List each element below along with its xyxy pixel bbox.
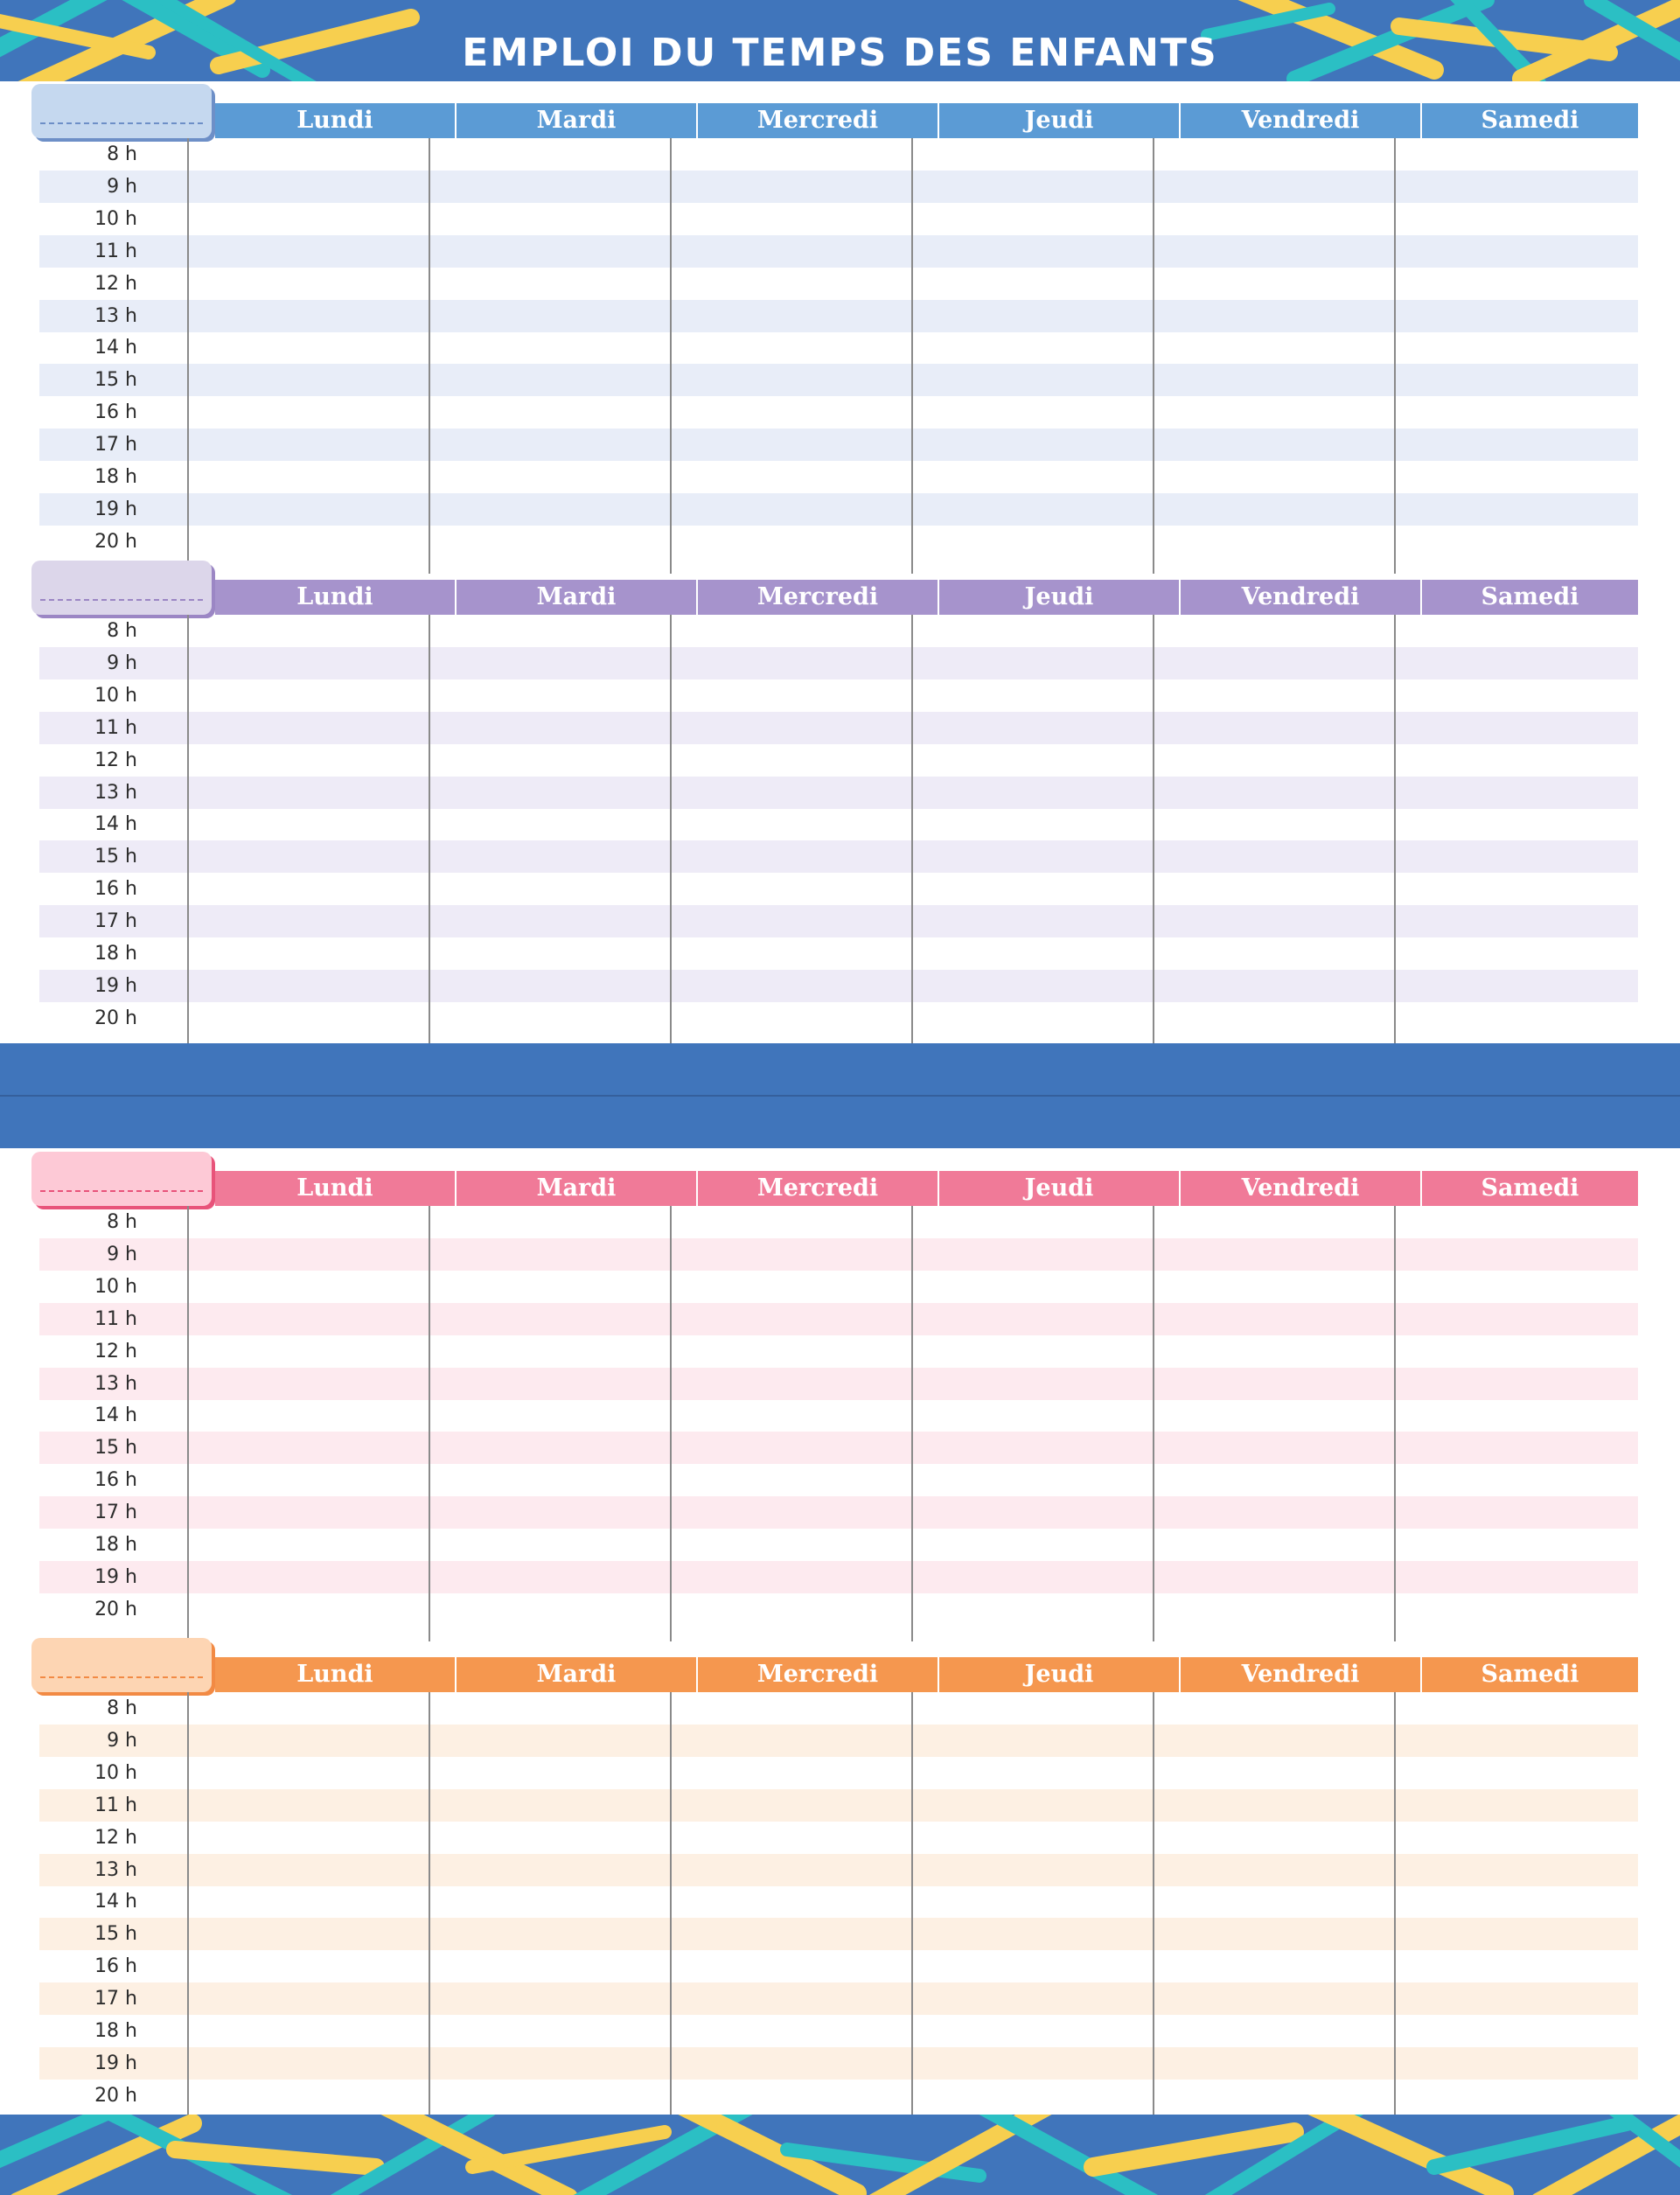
time-row[interactable] <box>39 331 1638 364</box>
day-header: Samedi <box>1481 1174 1579 1202</box>
hour-label: 17 h <box>94 1502 137 1524</box>
time-row[interactable] <box>39 1885 1638 1918</box>
hour-label: 11 h <box>94 240 137 262</box>
day-header: Vendredi <box>1181 1171 1422 1206</box>
time-row[interactable] <box>39 679 1638 712</box>
day-header: Jeudi <box>939 1657 1181 1692</box>
time-row[interactable] <box>39 268 1638 300</box>
hour-label: 19 h <box>94 2052 137 2074</box>
hour-label: 8 h <box>107 620 137 642</box>
hour-label: 15 h <box>94 369 137 392</box>
day-header: Jeudi <box>939 103 1181 138</box>
day-header-row <box>215 103 1638 138</box>
time-row[interactable] <box>39 364 1638 396</box>
child-name-tab[interactable] <box>31 84 212 138</box>
column-divider <box>187 1692 189 2128</box>
hour-label: 16 h <box>94 878 137 901</box>
hour-label: 13 h <box>94 1858 137 1881</box>
column-divider <box>911 1692 913 2128</box>
column-divider <box>1153 138 1154 574</box>
hour-label: 16 h <box>94 401 137 424</box>
time-row[interactable] <box>39 937 1638 970</box>
page-title: EMPLOI DU TEMPS DES ENFANTS <box>462 31 1218 75</box>
hour-label: 17 h <box>94 434 137 456</box>
hour-label: 20 h <box>94 1007 137 1029</box>
name-dashed-line <box>40 1190 203 1192</box>
time-row[interactable] <box>39 1303 1638 1335</box>
hour-label: 15 h <box>94 1437 137 1460</box>
time-row[interactable] <box>39 1950 1638 1982</box>
schedule-orange <box>0 1638 1680 2115</box>
column-divider <box>670 615 672 1050</box>
time-row[interactable] <box>39 1918 1638 1950</box>
day-header: Jeudi <box>939 1171 1181 1206</box>
day-header: Lundi <box>215 580 457 615</box>
column-divider <box>670 1206 672 1641</box>
day-header-row <box>215 1657 1638 1692</box>
time-row[interactable] <box>39 777 1638 809</box>
hour-label: 9 h <box>107 175 137 198</box>
column-divider <box>1153 1692 1154 2128</box>
time-row[interactable] <box>39 615 1638 647</box>
time-row[interactable] <box>39 1464 1638 1496</box>
time-row[interactable] <box>39 1529 1638 1561</box>
divider-line <box>0 1095 1680 1097</box>
hour-label: 10 h <box>94 1761 137 1784</box>
hour-label: 16 h <box>94 1955 137 1978</box>
hour-label: 14 h <box>94 813 137 836</box>
time-row[interactable] <box>39 1238 1638 1271</box>
day-header: Mardi <box>457 1171 698 1206</box>
day-header: Samedi <box>1481 583 1579 610</box>
hour-label: 9 h <box>107 1729 137 1752</box>
column-divider <box>187 138 189 574</box>
hour-label: 20 h <box>94 2084 137 2107</box>
hour-label: 18 h <box>94 1534 137 1556</box>
time-row[interactable] <box>39 1335 1638 1368</box>
time-row[interactable] <box>39 970 1638 1002</box>
day-header-row <box>215 580 1638 615</box>
column-divider <box>429 1206 430 1641</box>
time-row[interactable] <box>39 1725 1638 1757</box>
time-row[interactable] <box>39 300 1638 332</box>
hour-label: 18 h <box>94 466 137 488</box>
hour-label: 18 h <box>94 2020 137 2042</box>
column-divider <box>1153 615 1154 1050</box>
hour-label: 13 h <box>94 1372 137 1395</box>
hour-label: 11 h <box>94 716 137 739</box>
hour-label: 15 h <box>94 846 137 868</box>
time-row[interactable] <box>39 1561 1638 1593</box>
hour-label: 15 h <box>94 1923 137 1946</box>
day-header: Mercredi <box>698 1657 939 1692</box>
hour-label: 13 h <box>94 781 137 804</box>
time-row[interactable] <box>39 840 1638 873</box>
day-header: Mardi <box>457 103 698 138</box>
time-row[interactable] <box>39 1854 1638 1886</box>
hour-label: 14 h <box>94 1404 137 1427</box>
time-rows <box>39 138 1638 574</box>
day-header: Jeudi <box>939 580 1181 615</box>
hour-label: 17 h <box>94 1988 137 2010</box>
hour-label: 10 h <box>94 684 137 707</box>
schedule-purple <box>0 561 1680 1037</box>
time-row[interactable] <box>39 1432 1638 1464</box>
hour-label: 11 h <box>94 1307 137 1330</box>
hour-label: 10 h <box>94 1275 137 1298</box>
column-divider <box>1394 1206 1396 1641</box>
time-row[interactable] <box>39 1002 1638 1035</box>
time-row[interactable] <box>39 712 1638 744</box>
time-row[interactable] <box>39 1368 1638 1400</box>
column-divider <box>187 615 189 1050</box>
hour-label: 19 h <box>94 498 137 520</box>
hour-label: 8 h <box>107 1211 137 1233</box>
column-divider <box>911 1206 913 1641</box>
time-row[interactable] <box>39 1822 1638 1854</box>
child-name-tab[interactable] <box>31 561 212 615</box>
hour-label: 12 h <box>94 749 137 771</box>
day-header: Mercredi <box>698 1171 939 1206</box>
hour-label: 19 h <box>94 974 137 997</box>
time-row[interactable] <box>39 493 1638 526</box>
time-row[interactable] <box>39 2080 1638 2112</box>
column-divider <box>670 138 672 574</box>
name-dashed-line <box>40 599 203 601</box>
day-header: Mardi <box>457 1657 698 1692</box>
time-row[interactable] <box>39 1593 1638 1626</box>
time-row[interactable] <box>39 1271 1638 1303</box>
column-divider <box>429 615 430 1050</box>
time-row[interactable] <box>39 1692 1638 1725</box>
hour-label: 18 h <box>94 943 137 965</box>
hour-label: 8 h <box>107 143 137 165</box>
column-divider <box>1394 1692 1396 2128</box>
time-row[interactable] <box>39 1206 1638 1238</box>
column-divider <box>1153 1206 1154 1641</box>
time-row[interactable] <box>39 647 1638 679</box>
time-row[interactable] <box>39 138 1638 171</box>
day-header: Vendredi <box>1181 580 1422 615</box>
top-decor-band <box>0 0 1680 81</box>
time-row[interactable] <box>39 203 1638 235</box>
hour-label: 12 h <box>94 1340 137 1362</box>
schedule-blue <box>0 84 1680 561</box>
column-divider <box>187 1206 189 1641</box>
time-row[interactable] <box>39 2047 1638 2080</box>
hour-label: 9 h <box>107 652 137 674</box>
time-row[interactable] <box>39 396 1638 429</box>
time-row[interactable] <box>39 429 1638 461</box>
day-header: Lundi <box>215 103 457 138</box>
hour-label: 12 h <box>94 272 137 295</box>
hour-label: 12 h <box>94 1826 137 1849</box>
hour-label: 19 h <box>94 1565 137 1588</box>
time-row[interactable] <box>39 1496 1638 1529</box>
time-row[interactable] <box>39 1757 1638 1789</box>
hour-label: 14 h <box>94 1891 137 1913</box>
time-row[interactable] <box>39 461 1638 493</box>
day-header: Samedi <box>1481 107 1579 134</box>
hour-label: 9 h <box>107 1243 137 1265</box>
hour-label: 13 h <box>94 304 137 327</box>
time-rows <box>39 615 1638 1050</box>
time-row[interactable] <box>39 2015 1638 2047</box>
bottom-decor-art <box>0 2115 1680 2195</box>
time-row[interactable] <box>39 235 1638 268</box>
hour-label: 16 h <box>94 1469 137 1492</box>
column-divider <box>670 1692 672 2128</box>
time-row[interactable] <box>39 873 1638 905</box>
column-divider <box>1394 615 1396 1050</box>
time-row[interactable] <box>39 1399 1638 1432</box>
column-divider <box>429 138 430 574</box>
day-header: Samedi <box>1481 1661 1579 1688</box>
time-row[interactable] <box>39 1789 1638 1822</box>
schedule-pink <box>0 1152 1680 1628</box>
hour-label: 20 h <box>94 530 137 553</box>
hour-label: 10 h <box>94 207 137 230</box>
hour-label: 8 h <box>107 1697 137 1719</box>
day-header: Vendredi <box>1181 103 1422 138</box>
column-divider <box>911 615 913 1050</box>
child-name-tab[interactable] <box>31 1638 212 1692</box>
day-header: Mardi <box>457 580 698 615</box>
middle-divider-band <box>0 1043 1680 1148</box>
time-row[interactable] <box>39 744 1638 777</box>
time-row[interactable] <box>39 905 1638 937</box>
name-dashed-line <box>40 122 203 124</box>
column-divider <box>1394 138 1396 574</box>
day-header: Mercredi <box>698 580 939 615</box>
child-name-tab[interactable] <box>31 1152 212 1206</box>
column-divider <box>911 138 913 574</box>
day-header: Lundi <box>215 1171 457 1206</box>
hour-label: 11 h <box>94 1794 137 1816</box>
time-row[interactable] <box>39 526 1638 558</box>
day-header-row <box>215 1171 1638 1206</box>
hour-label: 14 h <box>94 337 137 359</box>
bottom-decor-band <box>0 2115 1680 2195</box>
day-header: Mercredi <box>698 103 939 138</box>
column-divider <box>429 1692 430 2128</box>
hour-label: 20 h <box>94 1598 137 1620</box>
time-rows <box>39 1206 1638 1641</box>
day-header: Vendredi <box>1181 1657 1422 1692</box>
time-row[interactable] <box>39 808 1638 840</box>
time-rows <box>39 1692 1638 2128</box>
time-row[interactable] <box>39 171 1638 203</box>
time-row[interactable] <box>39 1982 1638 2015</box>
hour-label: 17 h <box>94 910 137 933</box>
day-header: Lundi <box>215 1657 457 1692</box>
name-dashed-line <box>40 1676 203 1678</box>
